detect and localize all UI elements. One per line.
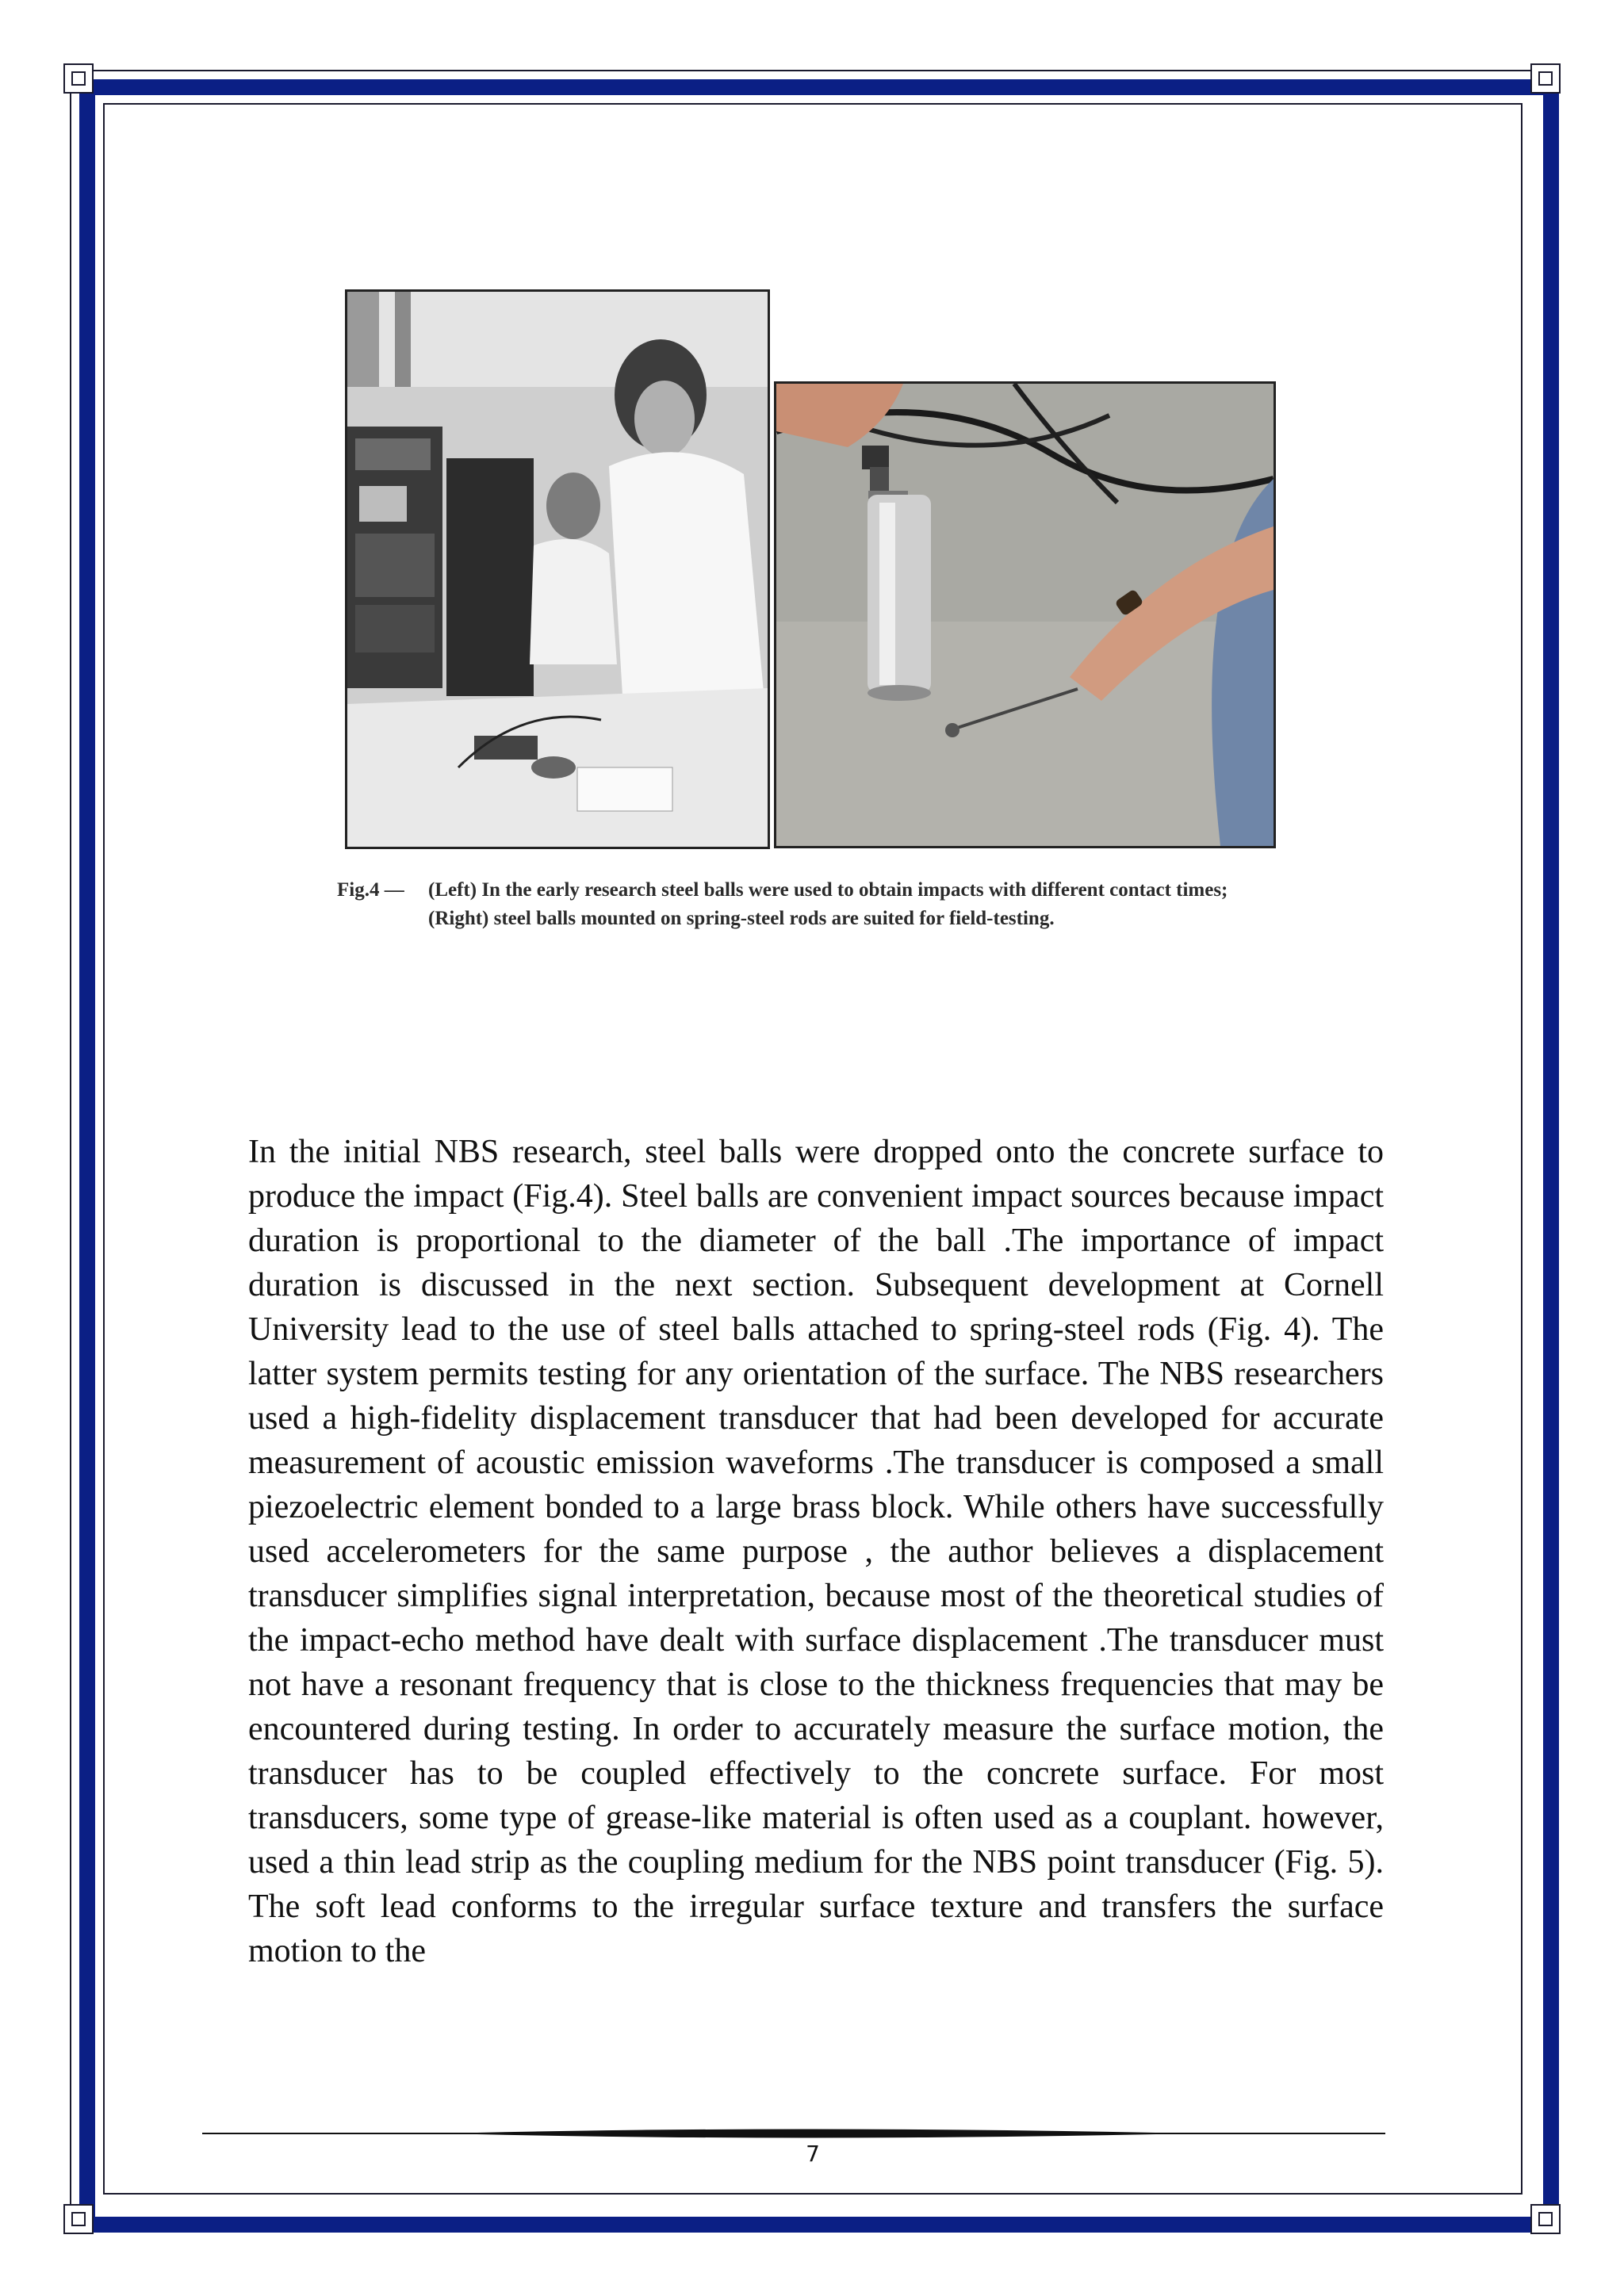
border-corner-ornament bbox=[63, 63, 94, 94]
page-number: 7 bbox=[806, 2141, 820, 2167]
border-corner-ornament bbox=[63, 2204, 94, 2234]
body-paragraph: In the initial NBS research, steel balls were dropped onto the concrete surface to produce the impact (Fig.4). Steel balls are convenient impact sources because impact duration is proportional to the diameter of the ball .The importance of impact duration is discussed in the next section. Subsequent development at Cornell University lead to the use of steel balls attached to spring-steel rods (Fig. 4). The latter system permits testing for any orientation of the surface. The NBS researchers used a high-fidelity displacement transducer that had been developed for accurate measurement of acoustic emission waveforms .The transducer is composed a small piezoelectric element bonded to a large brass block. While others have successfully used accelerometers for the same purpose , the author believes a displacement transducer simplifies signal interpretation, because most of the theoretical studies of the impact-echo method have dealt with surface displacement .The transducer must not have a resonant frequency that is close to the thickness frequencies that may be encountered during testing. In order to accurately measure the surface motion, the transducer has to be coupled effectively to the concrete surface. For most transducers, some type of grease-like material is often used as a couplant. however, used a thin lead strip as the coupling medium for the NBS point transducer (Fig. 5). The soft lead conforms to the irregular surface texture and transfers the surface motion to the bbox=[248, 1134, 1384, 1969]
border-corner-ornament bbox=[1530, 63, 1561, 94]
figure-photo-lab-researchers bbox=[345, 289, 770, 849]
figure-label: Fig.4 — bbox=[337, 879, 404, 901]
figure-caption-text: (Left) In the early research steel balls were used to obtain impacts with different contact times; (Right) steel balls mounted on spring-steel rods are suited for field-testing. bbox=[428, 879, 1228, 929]
figure-photo-steel-ball-rod bbox=[774, 381, 1276, 848]
border-corner-ornament bbox=[1530, 2204, 1561, 2234]
figure-caption bbox=[337, 876, 1273, 933]
